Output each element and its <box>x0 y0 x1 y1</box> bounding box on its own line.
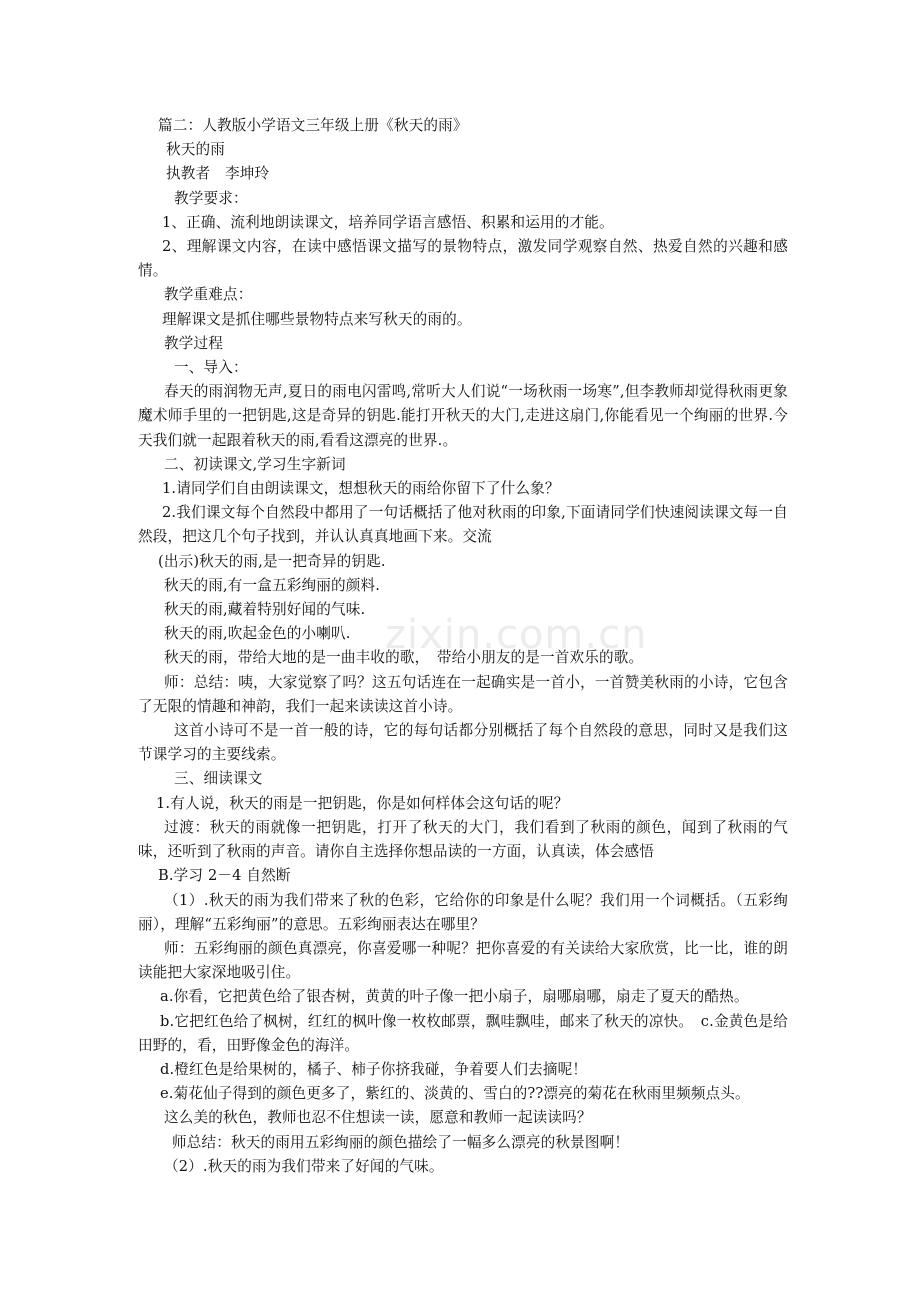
doc-line-19: 秋天的雨，带给大地的是一曲丰收的歌， 带给小朋友的是一首欢乐的歌。 <box>164 649 644 667</box>
doc-para-29: b.它把红色给了枫树，红红的枫叶像一枚枚邮票，飘哇飘哇，邮来了秋天的凉快。 c.金黄色是给田野的，看，田野像金色的海洋。 <box>138 1012 788 1054</box>
doc-line-22: 三、细读课文 <box>174 770 263 788</box>
doc-line-2: 秋天的雨 <box>166 141 225 159</box>
doc-line-17: 秋天的雨,藏着特别好闻的气味. <box>164 601 366 619</box>
doc-line-16: 秋天的雨,有一盒五彩绚丽的颜料. <box>164 576 380 594</box>
doc-line-4: 教学要求： <box>174 189 248 207</box>
doc-para-14: 2.我们课文每个自然段中都用了一句话概括了他对秋雨的印象,下面请同学们快速阅读课文每一自然段，把这几个句子找到，并认认真真地画下来。交流 <box>138 504 788 546</box>
doc-line-3: 执教者 李坤玲 <box>166 165 270 183</box>
doc-line-9: 教学过程 <box>164 334 223 352</box>
doc-line-18: 秋天的雨,吹起金色的小喇叭. <box>164 625 351 643</box>
doc-para-11: 春天的雨润物无声,夏日的雨电闪雷鸣,常听大人们说“一场秋雨一场寒”,但李教师却觉得秋雨更象魔术师手里的一把钥匙,这是奇异的钥匙.能打开秋天的大门,走进这扇门,你能看见一个绚丽的世界.今天我们就一起跟着秋天的雨,看看这漂亮的世界.。 <box>138 383 788 449</box>
doc-line-31: e.菊花仙子得到的颜色更多了，紫红的、淡黄的、雪白的??漂亮的菊花在秋雨里频频点头。 <box>160 1085 750 1103</box>
doc-para-6: 2、理解课文内容，在读中感悟课文描写的景物特点，激发同学观察自然、热爱自然的兴趣和感情。 <box>138 238 788 280</box>
doc-para-21: 这首小诗可不是一首一般的诗，它的每句话都分别概括了每个自然段的意思，同时又是我们这节课学习的主要线索。 <box>138 722 788 764</box>
doc-line-7: 教学重难点： <box>164 286 253 304</box>
doc-line-28: a.你看，它把黄色给了银杏树，黄黄的叶子像一把小扇子，扇哪扇哪，扇走了夏天的酷热。 <box>160 988 749 1006</box>
doc-line-12: 二、初读课文,学习生字新词 <box>164 455 346 473</box>
document-body <box>138 114 788 1179</box>
doc-line-13: 1.请同学们自由朗读课文，想想秋天的雨给你留下了什么象？ <box>162 480 560 498</box>
doc-para-27: 师：五彩绚丽的颜色真漂亮，你喜爱哪一种呢？把你喜爱的有关读给大家欣赏，比一比，谁的朗读能把大家深地吸引住。 <box>138 939 788 982</box>
doc-para-26: （1）.秋天的雨为我们带来了秋的色彩，它给你的印象是什么呢？我们用一个词概括。（五彩绚丽），理解“五彩绚丽”的意思。五彩绚丽表达在哪里？ <box>138 891 788 933</box>
doc-para-24: 过渡：秋天的雨就像一把钥匙，打开了秋天的大门，我们看到了秋雨的颜色，闻到了秋雨的气味，还听到了秋雨的声音。请你自主选择你想品读的一方面，认真读，体会感悟 <box>138 818 788 861</box>
doc-line-23: 1.有人说，秋天的雨是一把钥匙，你是如何样体会这句话的呢？ <box>156 794 569 812</box>
doc-para-20: 师：总结：咦，大家觉察了吗？这五句话连在一起确实是一首小，一首赞美秋雨的小诗，它包含了无限的情趣和神韵，我们一起来读读这首小诗。 <box>138 673 788 715</box>
doc-line-10: 一、导入： <box>174 359 248 377</box>
doc-line-5: 1、正确、流利地朗读课文，培养同学语言感悟、积累和运用的才能。 <box>162 213 614 231</box>
doc-line-15: (出示)秋天的雨,是一把奇异的钥匙. <box>158 552 386 570</box>
doc-line-30: d.橙红色是给果树的，橘子、柿子你挤我碰，争着要人们去摘呢！ <box>160 1060 588 1078</box>
doc-line-8: 理解课文是抓住哪些景物特点来写秋天的雨的。 <box>162 310 472 328</box>
doc-line-1: 篇二：人教版小学语文三年级上册《秋天的雨》 <box>158 117 468 134</box>
watermark: zixin.com.cn <box>385 612 648 658</box>
doc-line-33: 师总结：秋天的雨用五彩绚丽的颜色描绘了一幅多么漂亮的秋景图啊！ <box>172 1133 630 1151</box>
doc-line-34: （2）.秋天的雨为我们带来了好闻的气味。 <box>164 1157 444 1175</box>
doc-line-32: 这么美的秋色，教师也忍不住想读一读，愿意和教师一起读读吗？ <box>164 1109 592 1127</box>
doc-line-25: B.学习 2－4 自然断 <box>158 867 291 885</box>
